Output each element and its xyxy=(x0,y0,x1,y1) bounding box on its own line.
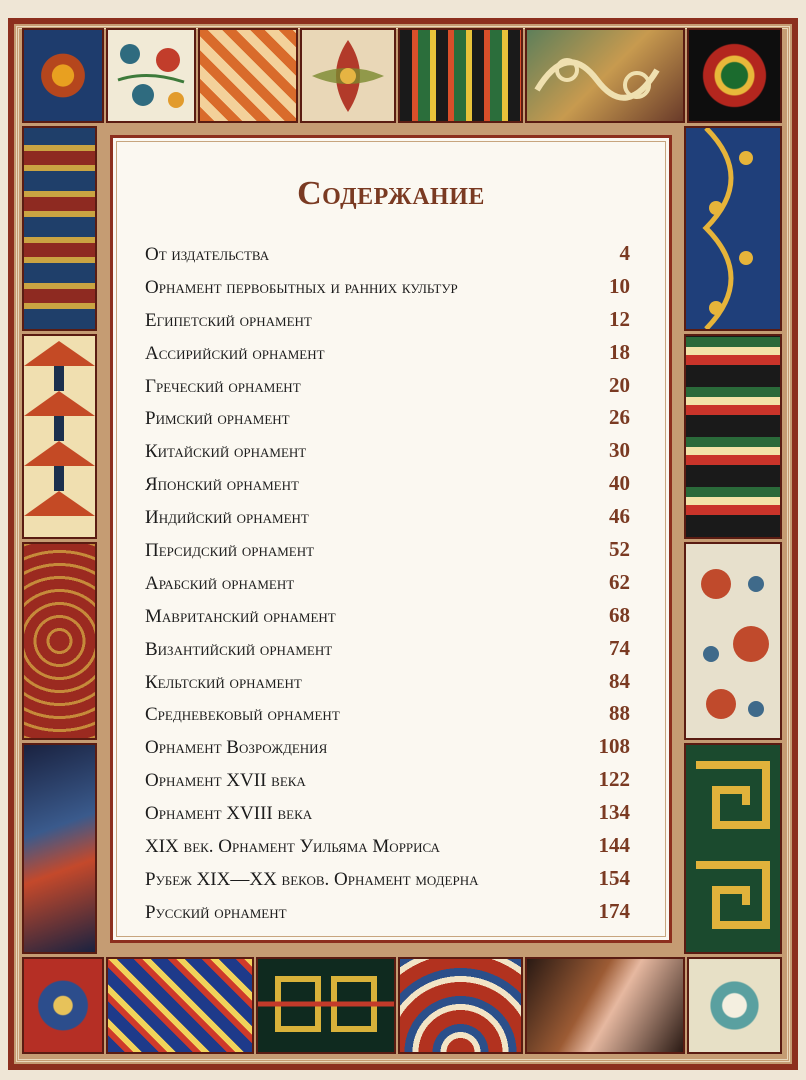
toc-entry-title: Индийский орнамент xyxy=(145,507,309,529)
toc-entry-title: Японский орнамент xyxy=(145,474,299,496)
toc-entry-page: 144 xyxy=(598,833,630,858)
toc-entry-page: 10 xyxy=(609,273,630,298)
toc-entry-page: 46 xyxy=(609,504,630,529)
toc-entry-title: Мавританский орнамент xyxy=(145,605,336,627)
toc-entry-page: 30 xyxy=(609,438,630,463)
meander-ornament-icon xyxy=(686,745,780,952)
floral-ornament-icon xyxy=(108,30,194,121)
toc-entry-page: 134 xyxy=(598,800,630,825)
ornament-tile xyxy=(398,957,523,1054)
toc-entry[interactable] xyxy=(145,697,630,730)
toc-entry[interactable] xyxy=(145,763,630,796)
toc-entry-title: Арабский орнамент xyxy=(145,572,295,594)
ornament-tile xyxy=(22,126,97,331)
toc-entry[interactable] xyxy=(145,533,630,566)
toc-entry-title: Римский орнамент xyxy=(145,408,290,430)
toc-entry-title: Русский орнамент xyxy=(145,901,287,923)
ornament-tile xyxy=(684,743,782,954)
toc-entry-title: Греческий орнамент xyxy=(145,375,301,397)
toc-entry-title: Кельтский орнамент xyxy=(145,671,302,693)
toc-entry[interactable] xyxy=(145,500,630,533)
lotus-ornament-icon xyxy=(24,336,95,537)
page-title: Содержание xyxy=(297,175,485,212)
scroll-ornament-icon xyxy=(527,30,683,121)
toc-entry-title: Орнамент XVII века xyxy=(145,770,306,792)
toc-entry-page: 20 xyxy=(609,372,630,397)
flower-ornament-icon xyxy=(686,544,780,738)
toc-entry[interactable] xyxy=(145,270,630,303)
toc-entry[interactable] xyxy=(145,336,630,369)
toc-entry-title: Рубеж XIX—XX веков. Орнамент модерна xyxy=(145,868,479,890)
toc-entry-page: 40 xyxy=(609,471,630,496)
toc-entry-title: Египетский орнамент xyxy=(145,309,312,331)
toc-entry[interactable] xyxy=(145,303,630,336)
leaf-ornament-icon xyxy=(302,30,394,121)
ornament-tile xyxy=(525,28,685,123)
toc-entry-page: 52 xyxy=(609,537,630,562)
toc-entry[interactable] xyxy=(145,369,630,402)
ornament-tile xyxy=(687,957,782,1054)
toc-entry[interactable] xyxy=(145,434,630,467)
toc-entry-page: 154 xyxy=(598,865,630,890)
toc-entry[interactable] xyxy=(145,730,630,763)
toc-entry-title: Ассирийский орнамент xyxy=(145,342,325,364)
toc-entry[interactable] xyxy=(145,566,630,599)
toc-entry[interactable] xyxy=(145,632,630,665)
toc-entry-page: 62 xyxy=(609,569,630,594)
toc-entry-page: 68 xyxy=(609,602,630,627)
ornament-tile xyxy=(22,957,104,1054)
ornament-tile xyxy=(198,28,298,123)
ornament-tile xyxy=(256,957,396,1054)
toc-entry[interactable] xyxy=(145,237,630,270)
toc-entry-title: XIX век. Орнамент Уильяма Морриса xyxy=(145,836,440,858)
knot-ornament-icon xyxy=(258,959,394,1052)
vine-ornament-icon xyxy=(686,128,780,329)
ornament-tile xyxy=(684,542,782,740)
toc-entry-page: 108 xyxy=(598,734,630,759)
toc-entry-title: Орнамент XVIII века xyxy=(145,803,313,825)
toc-entry-title: Орнамент первобытных и ранних культур xyxy=(145,276,458,298)
toc-entry-page: 122 xyxy=(598,767,630,792)
toc-entry-page: 74 xyxy=(609,635,630,660)
ornament-tile xyxy=(398,28,523,123)
toc-entry[interactable] xyxy=(145,599,630,632)
table-of-contents xyxy=(145,237,630,928)
ornament-tile xyxy=(687,28,782,123)
ornament-tile xyxy=(22,743,97,954)
ornament-tile xyxy=(22,334,97,539)
toc-entry-title: Средневековый орнамент xyxy=(145,704,340,726)
ornament-tile xyxy=(106,957,254,1054)
toc-entry-title: Китайский орнамент xyxy=(145,441,307,463)
toc-entry-page: 84 xyxy=(609,668,630,693)
ornament-tile xyxy=(106,28,196,123)
ornament-tile xyxy=(300,28,396,123)
toc-entry-page: 18 xyxy=(609,339,630,364)
toc-entry[interactable] xyxy=(145,862,630,895)
toc-entry-page: 12 xyxy=(609,306,630,331)
ornament-tile xyxy=(22,28,104,123)
toc-entry[interactable] xyxy=(145,829,630,862)
toc-entry-page: 88 xyxy=(609,701,630,726)
toc-entry-page: 26 xyxy=(609,405,630,430)
toc-entry[interactable] xyxy=(145,895,630,928)
ornament-tile xyxy=(684,126,782,331)
toc-entry[interactable] xyxy=(145,401,630,434)
toc-entry-title: Византийский орнамент xyxy=(145,638,333,660)
toc-entry[interactable] xyxy=(145,796,630,829)
ornament-tile xyxy=(684,334,782,539)
toc-entry-page: 4 xyxy=(619,241,630,265)
toc-entry-title: От издательства xyxy=(145,244,270,265)
toc-entry[interactable] xyxy=(145,665,630,698)
ornament-tile xyxy=(22,542,97,740)
toc-entry-title: Орнамент Возрождения xyxy=(145,737,328,759)
toc-entry-page: 174 xyxy=(598,898,630,923)
ornament-tile xyxy=(525,957,685,1054)
toc-entry[interactable] xyxy=(145,467,630,500)
toc-entry-title: Персидский орнамент xyxy=(145,540,315,562)
